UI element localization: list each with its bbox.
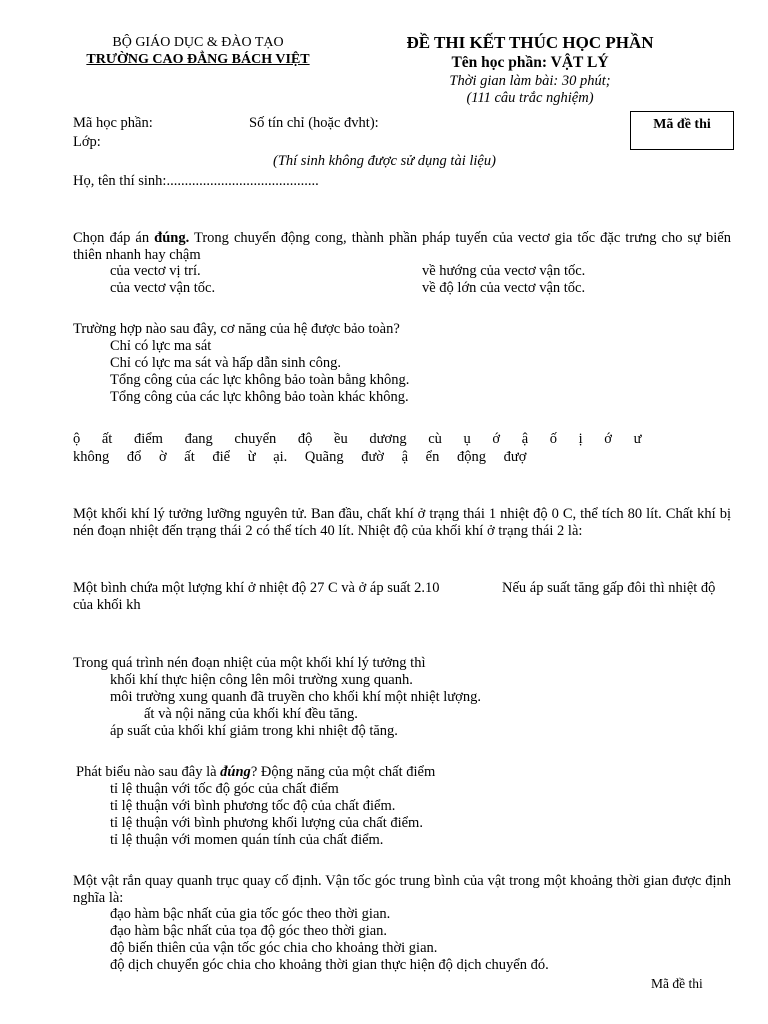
- q1-option-d: về độ lớn của vectơ vận tốc.: [422, 280, 586, 296]
- exam-title: ĐỀ THI KẾT THÚC HỌC PHẦN: [406, 33, 654, 52]
- exam-code-box: [630, 111, 734, 150]
- q2-option-c: Tổng công của các lực không bảo toàn bằng không.: [110, 372, 410, 388]
- q7-prefix: Phát biểu nào sau đây là: [76, 764, 221, 780]
- exam-duration: Thời gian làm bài: 30 phút;: [449, 73, 611, 89]
- q7-option-d: tỉ lệ thuận với momen quán tính của chất điểm.: [110, 832, 384, 848]
- q8-option-d: độ dịch chuyển góc chia cho khoảng thời gian thực hiện độ dịch chuyển đó.: [110, 957, 549, 973]
- q7-option-c: tỉ lệ thuận với bình phương khối lượng của chất điểm.: [110, 815, 423, 831]
- course-name-line: [380, 54, 680, 71]
- question-4: Một khối khí lý tưởng lưỡng nguyên tử. Ban đầu, chất khí ở trạng thái 1 nhiệt độ 0 C, thể tích 80 lít. Chất khí bị nén đoạn nhiệt đến trạng thái 2 có thể tích 40 lít. Nhiệt độ của khối khí ở trạng thái 2 là:: [73, 506, 731, 539]
- q6-option-d: áp suất của khối khí giảm trong khi nhiệt độ tăng.: [110, 723, 398, 739]
- q1-text: Trong chuyển động cong, thành phần pháp tuyến của vectơ gia tốc đặc trưng cho sự biến thiên nhanh hay chậm: [73, 230, 731, 263]
- ministry-name: BỘ GIÁO DỤC & ĐÀO TẠO: [112, 35, 284, 50]
- question-8: Một vật rắn quay quanh trục quay cố định. Vận tốc góc trung bình của vật trong một khoảng thời gian được định nghĩa là:: [73, 873, 731, 906]
- class-label: Lớp:: [73, 134, 101, 150]
- question-count: (111 câu trắc nghiệm): [466, 90, 594, 106]
- student-name-label: Họ, tên thí sinh:..........................................: [73, 173, 319, 189]
- question-3-line-1: ộ ất điểm đang chuyển độ ều dương cù ụ ớ ậ ố ị ớ ư: [73, 431, 642, 447]
- q2-option-b: Chỉ có lực ma sát và hấp dẫn sinh công.: [110, 355, 341, 371]
- q1-prefix: Chọn đáp án: [73, 230, 155, 246]
- question-1: [73, 230, 731, 264]
- school-name: TRƯỜNG CAO ĐẲNG BÁCH VIỆT: [86, 52, 310, 67]
- no-materials-note: (Thí sinh không được sử dụng tài liệu): [273, 153, 496, 169]
- q8-option-a: đạo hàm bậc nhất của gia tốc góc theo thời gian.: [110, 906, 391, 922]
- question-3-line-2: không đổ ờ ất điể ừ ại. Quãng đườ ậ ển động đượ: [73, 449, 527, 465]
- q1-bold: đúng.: [154, 230, 190, 246]
- question-5-part-b: Nếu áp suất tăng gấp đôi thì nhiệt độ: [502, 580, 716, 596]
- question-2: Trường hợp nào sau đây, cơ năng của hệ được bảo toàn?: [73, 321, 400, 337]
- q8-option-c: độ biến thiên của vận tốc góc chia cho khoảng thời gian.: [110, 940, 438, 956]
- question-5-line-2: của khối kh: [73, 597, 141, 613]
- q1-option-c: của vectơ vận tốc.: [110, 280, 216, 296]
- question-6: Trong quá trình nén đoạn nhiệt của một khối khí lý tưởng thì: [73, 655, 426, 671]
- q2-option-d: Tổng công của các lực không bảo toàn khác không.: [110, 389, 409, 405]
- question-7: [76, 764, 435, 781]
- q1-option-b: về hướng của vectơ vận tốc.: [422, 263, 586, 279]
- q7-option-a: tỉ lệ thuận với tốc độ góc của chất điểm: [110, 781, 339, 797]
- course-prefix: Tên học phần:: [451, 54, 551, 71]
- question-5-part-a: Một bình chứa một lượng khí ở nhiệt độ 27 C và ở áp suất 2.10: [73, 580, 440, 596]
- q8-option-b: đạo hàm bậc nhất của tọa độ góc theo thời gian.: [110, 923, 388, 939]
- footer-exam-code-label: Mã đề thi: [651, 976, 703, 991]
- credits-label: Số tín chỉ (hoặc đvht):: [249, 115, 379, 131]
- q6-option-a: khối khí thực hiện công lên môi trường xung quanh.: [110, 672, 413, 688]
- q7-option-b: tỉ lệ thuận với bình phương tốc độ của chất điểm.: [110, 798, 396, 814]
- q7-suffix: ? Động năng của một chất điểm: [250, 764, 436, 780]
- q1-option-a: của vectơ vị trí.: [110, 263, 201, 279]
- q6-option-c: ất và nội năng của khối khí đều tăng.: [144, 706, 358, 722]
- q6-option-b: môi trường xung quanh đã truyền cho khối khí một nhiệt lượng.: [110, 689, 481, 705]
- course-name: VẬT LÝ: [550, 54, 609, 71]
- q2-option-a: Chỉ có lực ma sát: [110, 338, 212, 354]
- q7-emphasis: đúng: [220, 764, 251, 780]
- exam-code-label: Mã đề thi: [653, 117, 711, 132]
- course-code-label: Mã học phần:: [73, 115, 153, 131]
